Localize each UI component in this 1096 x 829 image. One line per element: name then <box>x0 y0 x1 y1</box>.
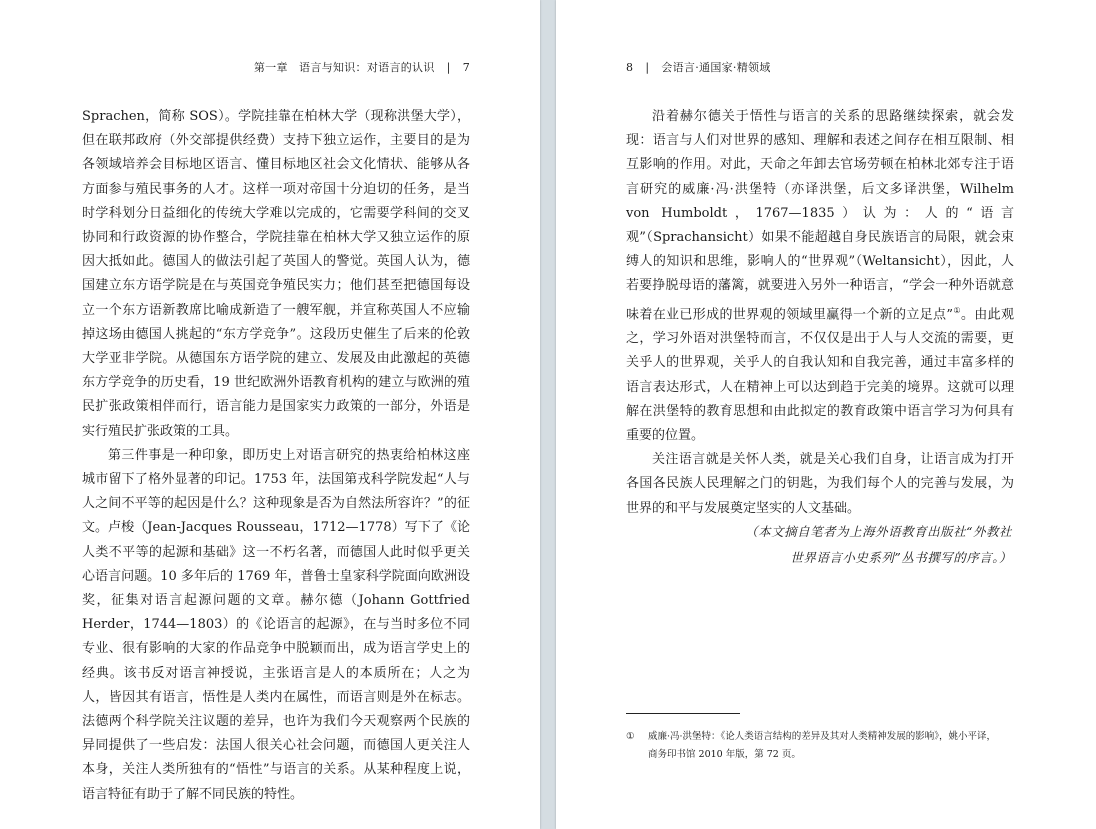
left-body-text <box>82 105 470 807</box>
page-number-left: 7 <box>462 61 470 74</box>
source-citation <box>626 519 1012 571</box>
left-page <box>0 0 540 829</box>
paragraph-continued: Sprachen，简称 SOS）。学院挂靠在柏林大学（现称洪堡大学），但在联邦政府（外交部提供经费）支持下独立运作，主要目的是为各领域培养会目标地区语言、懂目标地区社会文化情状、能够从各方面参与殖民事务的人才。这样一项对帝国十分迫切的任务，是当时学科划分日益细化的传统大学难以完成的，它需要学科间的交叉协同和行政资源的协作整合，学院挂靠在柏林大学又独立运作的原因大抵如此。德国人的做法引起了英国人的警觉。英国人认为，德国建立东方语学院是在与英国竞争殖民实力；他们甚至把德国每设立一个东方语新教席比喻成新造了一艘军舰，并宣称英国人不应输掉这场由德国人挑起的“东方学竞争”。这段历史催生了后来的伦敦大学亚非学院。从德国东方语学院的建立、发展及由此激起的英德东方学竞争的历史看，19 世纪欧洲外语教育机构的建立与欧洲的殖民扩张政策相伴而行，语言能力是国家实力政策的一部分，外语是实行殖民扩张政策的工具。 <box>82 109 470 439</box>
paragraph-humboldt-part1: 沿着赫尔德关于悟性与语言的关系的思路继续探索，就会发现：语言与人们对世界的感知、理解和表述之间存在相互限制、相互影响的作用。对此，天命之年卸去官场劳顿在柏林北郊专注于语言研究的威廉·冯·洪堡特（亦译洪堡，后文多译洪堡，Wilhelm von Humboldt，1767—1835）认为：人的“语言观”（Sprachansicht）如果不能超越自身民族语言的局限，就会束缚人的知识和思维，影响人的“世界观”（Weltansicht），因此，人若要挣脱母语的藩篱，就要进入另外一种语言，“学会一种外语就意味着在业已形成的世界观的领域里赢得一个新的立足点” <box>626 109 1014 322</box>
footnote-divider <box>626 713 740 714</box>
footnote <box>626 728 1016 764</box>
footnote-text-2: 商务印书馆 2010 年版，第 72 页。 <box>648 749 801 760</box>
paragraph-conclusion: 关注语言就是关怀人类，就是关心我们自身，让语言成为打开各国各民族人民理解之门的钥匙，为我们每个人的完善与发展，为世界的和平与发展奠定坚实的人文基础。 <box>626 452 1014 516</box>
paragraph-third-matter: 第三件事是一种印象，即历史上对语言研究的热衷给柏林这座城市留下了格外显著的印记。1753 年，法国第戎科学院发起“人与人之间不平等的起因是什么？这种现象是否为自然法所容许？”的征文。卢梭（Jean-Jacques Rousseau，1712—1778）写下了《论人类不平等的起源和基础》这一不朽名著，而德国人此时似乎更关心语言问题。10 多年后的 1769 年，普鲁士皇家科学院面向欧洲设奖，征集对语言起源问题的文章。赫尔德（Johann Gottfried Herder，1744—1803）的《论语言的起源》，在与当时多位不同专业、很有影响的大家的作品竞争中脱颖而出，成为语言学史上的经典。该书反对语言神授说，主张语言是人的本质所在；人之为人，皆因其有语言，悟性是人类内在属性，而语言则是外在标志。法德两个科学院关注议题的差异，也许为我们今天观察两个民族的异同提供了一些启发：法国人很关心社会问题，而德国人更关注人本身，关注人类所独有的“悟性”与语言的关系。从某种程度上说，语言特征有助于了解不同民族的特性。 <box>82 447 470 802</box>
footnote-line-1 <box>626 728 1016 746</box>
book-title: 会语言·通国家·精领域 <box>661 61 771 74</box>
right-body-text <box>626 105 1014 521</box>
header-separator: | <box>645 61 650 74</box>
right-page <box>556 0 1096 829</box>
page-number-right: 8 <box>626 61 634 74</box>
running-head-left <box>254 59 470 75</box>
header-separator: | <box>446 61 451 74</box>
citation-line-1: （本文摘自笔者为上海外语教育出版社“外教社 <box>745 524 1012 539</box>
footnote-text-1: 威廉·冯·洪堡特：《论人类语言结构的差异及其对人类精神发展的影响》，姚小平译， <box>648 731 997 742</box>
citation-line-2: 世界语言小史系列”丛书撰写的序言。） <box>790 550 1012 565</box>
footnote-marker: ① <box>626 731 635 742</box>
paragraph-humboldt <box>626 105 1014 448</box>
footnote-reference[interactable]: ① <box>953 305 961 315</box>
chapter-title: 第一章 语言与知识：对语言的认识 <box>253 61 435 74</box>
running-head-right <box>626 59 771 75</box>
paragraph-humboldt-part2: 。由此观之，学习外语对洪堡特而言，不仅仅是出于人与人交流的需要，更关乎人的世界观，关乎人的自我认知和自我完善，通过丰富多样的语言表达形式，人在精神上可以达到趋于完美的境界。这就可以理解在洪堡特的教育思想和由此拟定的教育政策中语言学习为何具有重要的位置。 <box>626 306 1014 443</box>
